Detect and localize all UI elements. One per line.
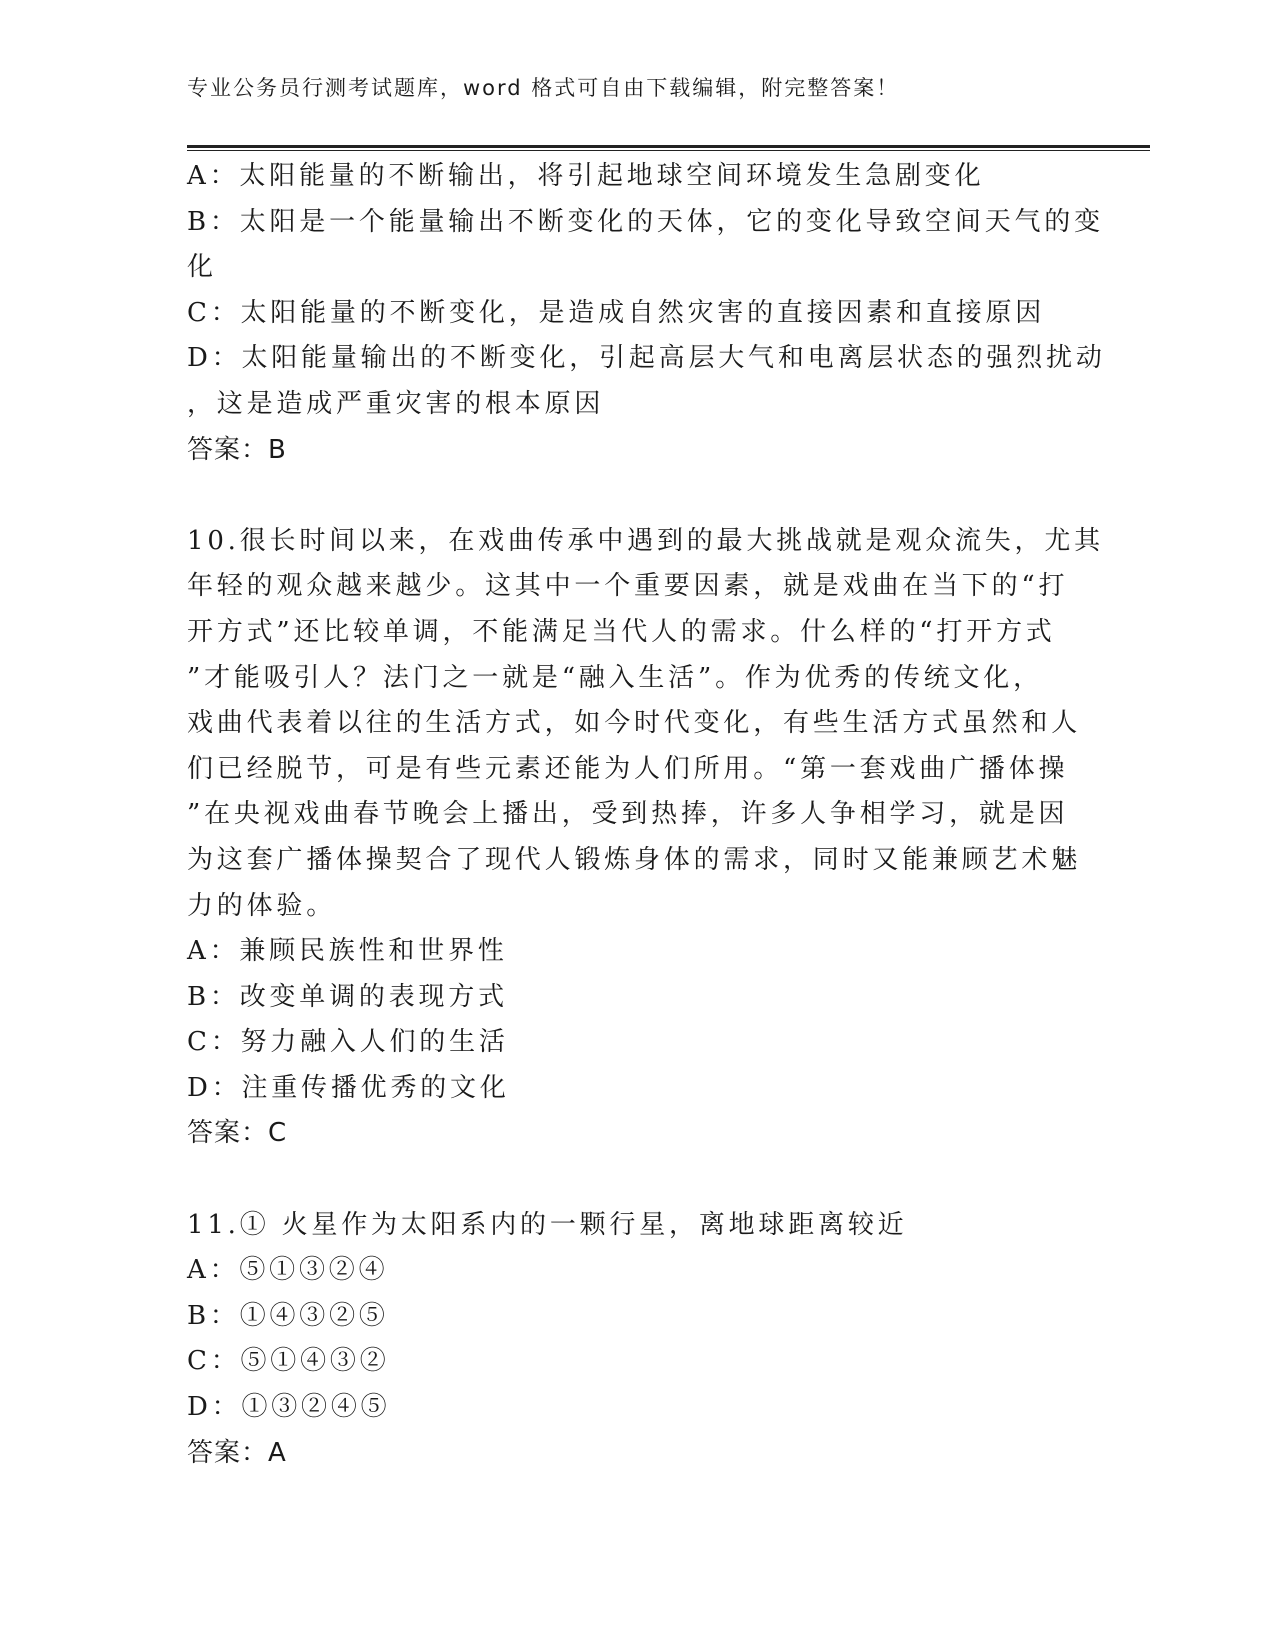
header-rule-thick: [187, 145, 1150, 148]
option-d: D：注重传播优秀的文化: [187, 1072, 510, 1103]
option-line: ，这是造成严重灾害的根本原因: [187, 388, 605, 419]
answer-line: 答案：A: [187, 1437, 287, 1468]
option-line: A：太阳能量的不断输出，将引起地球空间环境发生急剧变化: [187, 161, 985, 191]
answer-line: 答案：B: [187, 434, 287, 465]
question-text-line: 11.① 火星作为太阳系内的一颗行星，离地球距离较近: [187, 1209, 908, 1240]
question-text-line: 开方式”还比较单调，不能满足当代人的需求。什么样的“打开方式: [187, 616, 1056, 647]
question-text-line: 戏曲代表着以往的生活方式，如今时代变化，有些生活方式虽然和人: [187, 708, 1082, 739]
question-text-line: 10.很长时间以来，在戏曲传承中遇到的最大挑战就是观众流失，尤其: [187, 525, 1104, 556]
option-b: B：①④③②⑤: [187, 1300, 389, 1331]
page-header: 专业公务员行测考试题库，word 格式可自由下载编辑，附完整答案！: [187, 76, 900, 100]
question-text-line: 力的体验。: [187, 890, 337, 921]
question-text-line: ”才能吸引人？法门之一就是“融入生活”。作为优秀的传统文化，: [187, 662, 1043, 693]
option-line: D：太阳能量输出的不断变化，引起高层大气和电离层状态的强烈扰动: [187, 343, 1106, 374]
question-text-line: 年轻的观众越来越少。这其中一个重要因素，就是戏曲在当下的“打: [187, 571, 1069, 602]
option-c: C：⑤①④③②: [187, 1346, 390, 1377]
option-line: B：太阳是一个能量输出不断变化的天体，它的变化导致空间天气的变: [187, 206, 1104, 237]
answer-line: 答案：C: [187, 1118, 288, 1149]
header-rule-thin: [187, 150, 1150, 151]
option-a: A：兼顾民族性和世界性: [187, 936, 508, 967]
option-line: C：太阳能量的不断变化，是造成自然灾害的直接因素和直接原因: [187, 297, 1046, 328]
question-10: [187, 519, 1104, 1157]
document-body: [187, 154, 1106, 1476]
option-a: A：⑤①③②④: [187, 1255, 389, 1286]
question-text-line: 们已经脱节，可是有些元素还能为人们所用。“第一套戏曲广播体操: [187, 753, 1069, 784]
option-c: C：努力融入人们的生活: [187, 1027, 509, 1058]
prev-question-block: [187, 154, 1106, 473]
option-line: 化: [187, 252, 217, 283]
question-text-line: 为这套广播体操契合了现代人锻炼身体的需求，同时又能兼顾艺术魅: [187, 844, 1082, 875]
question-11: [187, 1203, 1077, 1477]
question-text-line: ”在央视戏曲春节晚会上播出，受到热捧，许多人争相学习，就是因: [187, 799, 1069, 830]
option-d: D：①③②④⑤: [187, 1392, 391, 1423]
option-b: B：改变单调的表现方式: [187, 981, 508, 1012]
